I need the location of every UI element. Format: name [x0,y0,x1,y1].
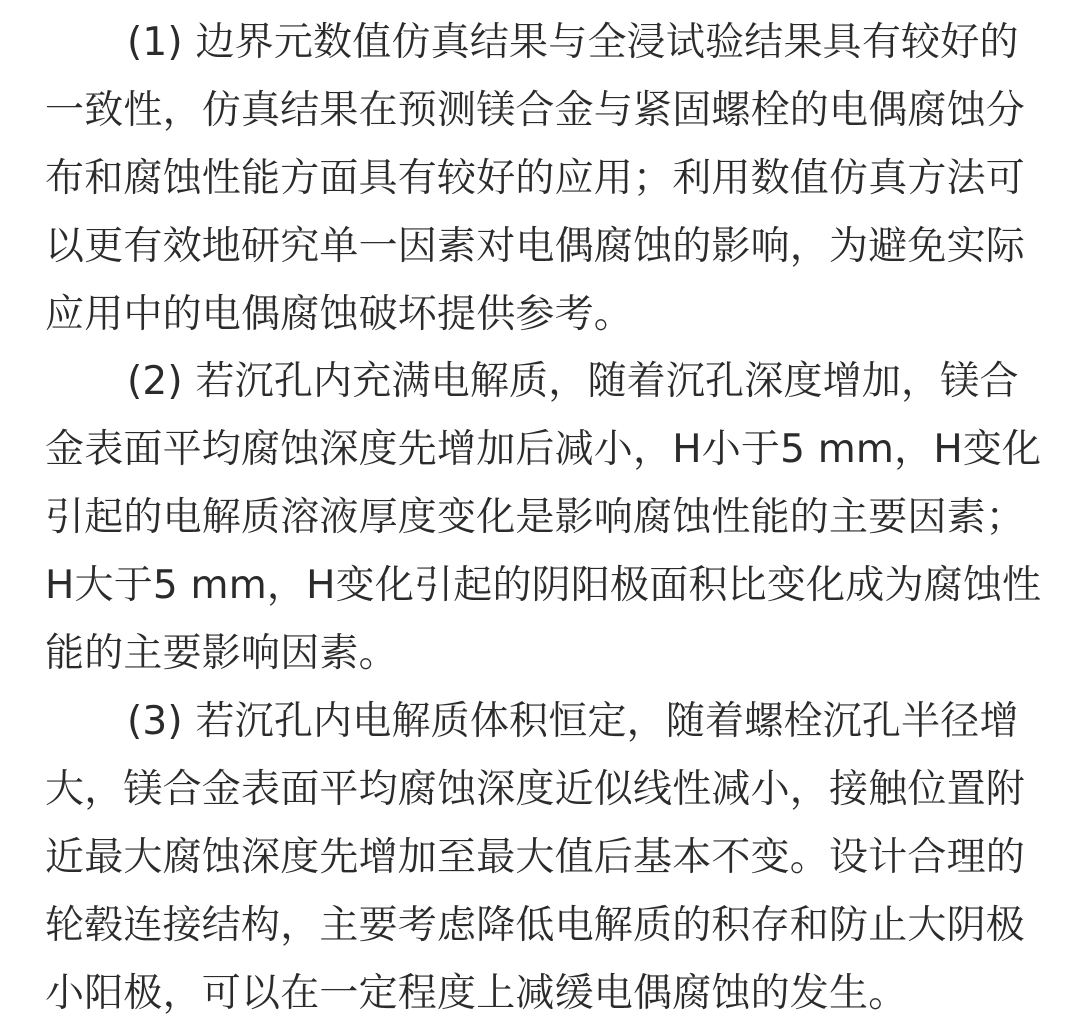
text-line: 近最大腐蚀深度先增加至最大值后基本不变。设计合理的 [45,835,1026,880]
text-line: 应用中的电偶腐蚀破坏提供参考。 [45,292,634,337]
text-line: 布和腐蚀性能方面具有较好的应用；利用数值仿真方法可 [45,156,1026,201]
paragraph-conclusion-2 [45,348,1042,688]
text-line: 小阳极，可以在一定程度上减缓电偶腐蚀的发生。 [45,971,908,1016]
paragraph-conclusion-3 [45,688,1037,1028]
text-line: 一致性，仿真结果在预测镁合金与紧固螺栓的电偶腐蚀分 [45,88,1026,133]
text-line: 金表面平均腐蚀深度先增加后减小，H小于5 mm，H变化 [45,427,1042,472]
text-line: H大于5 mm，H变化引起的阴阳极面积比变化成为腐蚀性 [45,563,1042,608]
text-line: 大，镁合金表面平均腐蚀深度近似线性减小，接触位置附 [45,767,1026,812]
text-line: 引起的电解质溶液厚度变化是影响腐蚀性能的主要因素； [45,495,1026,540]
text-line: (3) 若沉孔内电解质体积恒定，随着螺栓沉孔半径增 [127,699,1019,744]
text-line: 轮毂连接结构，主要考虑降低电解质的积存和防止大阴极 [45,903,1026,948]
text-line: 以更有效地研究单一因素对电偶腐蚀的影响，为避免实际 [45,224,1026,269]
paragraph-conclusion-1 [45,9,1037,349]
text-line: 能的主要影响因素。 [45,631,398,676]
text-line: (1) 边界元数值仿真结果与全浸试验结果具有较好的 [127,20,1019,65]
text-line: (2) 若沉孔内充满电解质，随着沉孔深度增加，镁合 [127,359,1019,404]
